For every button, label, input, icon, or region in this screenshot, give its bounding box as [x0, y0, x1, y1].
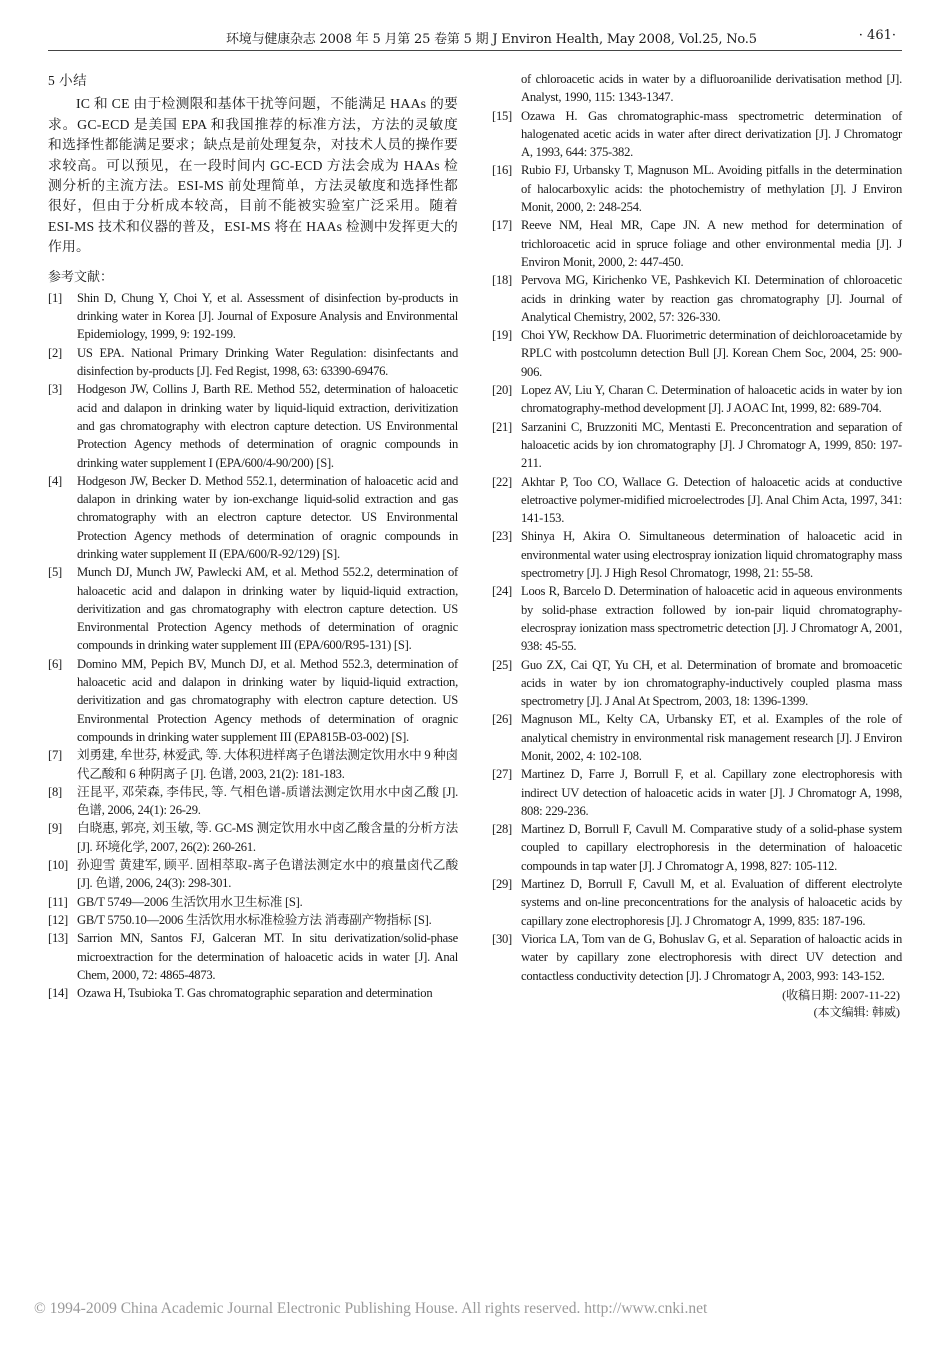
reference-list-left	[48, 289, 458, 1003]
reference-item	[48, 563, 458, 654]
reference-number: [9]	[48, 821, 62, 836]
reference-text: Hodgeson JW, Becker D. Method 552.1, determination of haloacetic acid and dalapon in drinking water by ion-exchange liquid-solid extraction and gas chromatography with an electron capture detector. US Environmental Protection Agency methods of determination of oragnic compounds in drinking water supplement II (EPA/600/R-92/129) [S].	[77, 473, 458, 561]
reference-item	[492, 582, 902, 655]
copyright-footer: © 1994-2009 China Academic Journal Electronic Publishing House. All rights reserved. http://www.cnki.net	[34, 1300, 708, 1317]
reference-text: Guo ZX, Cai QT, Yu CH, et al. Determination of bromate and bromoacetic acids in water by ion chromatography-inductively coupled plasma mass spectrometry [J]. J Anal At Spectrom, 2003, 18: 1396-1399.	[521, 657, 902, 709]
reference-text: 汪昆平, 邓荣森, 李伟民, 等. 气相色谱-质谱法测定饮用水中卤乙酸 [J]. 色谱, 2006, 24(1): 26-29.	[77, 784, 458, 818]
reference-number: [17]	[492, 218, 512, 233]
reference-number: [5]	[48, 565, 62, 580]
reference-item	[492, 656, 902, 711]
reference-number: [26]	[492, 712, 512, 727]
reference-item	[492, 326, 902, 381]
reference-item	[48, 856, 458, 893]
reference-number: [20]	[492, 383, 512, 398]
reference-item	[492, 527, 902, 582]
reference-item	[48, 911, 458, 929]
section-body: IC 和 CE 由于检测限和基体干扰等问题，不能满足 HAAs 的要求。GC-ECD 是美国 EPA 和我国推荐的标准方法，方法的灵敏度和选择性都能满足要求；缺点是前处理复杂，对技术人员的操作要求较高。可以预见，在一段时间内 GC-ECD 方法会成为 HAAs 检测分析的主流方法。ESI-MS 前处理简单，方法灵敏度和选择性都很好，但由于分析成本较高，目前不能被实验室广泛采用。随着 ESI-MS 技术和仪器的普及，ESI-MS 将在 HAAs 检测中发挥更大的作用。	[48, 96, 458, 255]
reference-continuation: of chloroacetic acids in water by a difluoroanilide derivatisation method [J]. Analyst, 1990, 115: 1343-1347.	[521, 72, 902, 105]
reference-item	[492, 765, 902, 820]
reference-item	[492, 473, 902, 528]
reference-text: Pervova MG, Kirichenko VE, Pashkevich KI. Determination of chloroacetic acids in drinking water by reaction gas chromatography [J]. Journal of Analytical Chemistry, 2002, 57: 326-330.	[521, 273, 902, 324]
reference-text: Rubio FJ, Urbansky T, Magnuson ML. Avoiding pitfalls in the determination of halocarboxylic acids: the photochemistry of methylation [J]. J Environ Monit, 2000, 2: 248-254.	[521, 163, 902, 215]
received-date: (收稿日期: 2007-11-22)	[782, 987, 900, 1002]
reference-text: Loos R, Barcelo D. Determination of haloacetic acid in aqueous environments by solid-phase extraction followed by ion-pair liquid chromatography-elecrospray ionization mass spectrometric detection [J]. J Chromatogr A, 2001, 938: 45-55.	[521, 584, 902, 654]
reference-text: Sarrion MN, Santos FJ, Galceran MT. In situ derivatization/solid-phase microextraction for the determination of haloacetic acids in water [J]. Anal Chem, 2000, 72: 4865-4873.	[77, 931, 458, 982]
reference-text: Magnuson ML, Kelty CA, Urbansky ET, et al. Examples of the role of analytical chemistry in environmental risk management research [J]. J Environ Monit, 2002, 4: 102-108.	[521, 712, 902, 763]
reference-item	[492, 710, 902, 765]
reference-item	[48, 819, 458, 856]
reference-number: [25]	[492, 657, 512, 672]
reference-item	[48, 929, 458, 984]
reference-number: [7]	[48, 748, 62, 763]
reference-text: Lopez AV, Liu Y, Charan C. Determination of haloacetic acids in water by ion chromatography-method development [J]. J AOAC Int, 1999, 82: 689-704.	[521, 383, 902, 416]
reference-number: [15]	[492, 108, 512, 123]
reference-number: [14]	[48, 986, 68, 1001]
reference-text: Martinez D, Borrull F, Cavull M, et al. Evaluation of different electrolyte systems and on-line preconcentrations for the analysis of haloacetic acids by capillary zone electrophoresis [J]. J Chromatogr A, 1999, 835: 187-196.	[521, 877, 902, 928]
reference-item	[48, 380, 458, 471]
reference-item	[492, 271, 902, 326]
reference-item	[492, 107, 902, 162]
reference-number: [10]	[48, 858, 68, 873]
reference-text: Sarzanini C, Bruzzoniti MC, Mentasti E. Preconcentration and separation of haloacetic acids by ion chromatography [J]. J Chromatogr A, 1999, 850: 197-211.	[521, 419, 902, 471]
reference-number: [11]	[48, 894, 68, 909]
reference-item	[492, 381, 902, 418]
reference-text: Akhtar P, Too CO, Wallace G. Detection of haloacetic acids at conductive eletroactive polymer-midified microelectrodes [J]. Anal Chim Acta, 1997, 341: 141-153.	[521, 474, 902, 526]
left-column	[48, 70, 458, 1002]
journal-citation: 环境与健康杂志 2008 年 5 月第 25 卷第 5 期 J Environ Health, May 2008, Vol.25, No.5	[226, 32, 757, 47]
reference-text: Shinya H, Akira O. Simultaneous determination of haloacetic acid in environmental water using electrospray ionization liquid chromatography mass spectrometry [J]. J High Resol Chromatogr, 1998, 21: 55-58.	[521, 529, 902, 581]
reference-item	[48, 289, 458, 344]
reference-text: Ozawa H, Tsubioka T. Gas chromatographic separation and determination	[77, 986, 433, 1001]
reference-text: Domino MM, Pepich BV, Munch DJ, et al. Method 552.3, determination of haloacetic acid and dalapon in drinking water by liquid-liquid extraction, derivitization and gas chromatography with electron capture detection. US Environmental Protection Agency methods of determination of oragnic compounds in drinking water supplement III (EPA815B-03-002) [S].	[77, 656, 458, 744]
editor-note: (本文编辑: 韩威)	[813, 1004, 900, 1019]
right-column	[492, 70, 902, 1021]
reference-number: [27]	[492, 767, 512, 782]
reference-number: [24]	[492, 584, 512, 599]
reference-text: Martinez D, Farre J, Borrull F, et al. Capillary zone electrophoresis with indirect UV detection of haloacetic acids in water [J]. J Chromatogr A, 1998, 808: 229-236.	[521, 767, 902, 818]
running-header	[48, 26, 902, 51]
reference-item	[48, 984, 458, 1002]
reference-number: [1]	[48, 290, 62, 305]
reference-text: Choi YW, Reckhow DA. Fluorimetric determination of deichloroacetamide by RPLC with postcolumn detection Bull [J]. Korean Chem Soc, 2004, 25: 900-906.	[521, 328, 902, 379]
reference-text: Munch DJ, Munch JW, Pawlecki AM, et al. Method 552.2, determination of haloacetic acid and dalapon in drinking water by liquid-liquid extraction, derivitization and gas chromatography with electron capture detection. US Environmental Protection Agency methods of determination of oragnic compounds in drinking water supplement III (EPA/600/R95-131) [S].	[77, 565, 458, 653]
reference-number: [8]	[48, 784, 62, 799]
reference-text: 白晓惠, 郭亮, 刘玉敏, 等. GC-MS 测定饮用水中卤乙酸含量的分析方法 [J]. 环境化学, 2007, 26(2): 260-261.	[77, 821, 458, 854]
reference-number: [23]	[492, 529, 512, 544]
reference-number: [28]	[492, 822, 512, 837]
reference-item	[492, 216, 902, 271]
references-heading: 参考文献：	[48, 268, 114, 284]
reference-item	[492, 161, 902, 216]
reference-number: [3]	[48, 382, 62, 397]
reference-number: [22]	[492, 474, 512, 489]
reference-text: 孙迎雪 黄建军, 顾平. 固相萃取-离子色谱法测定水中的痕量卤代乙酸 [J]. 色谱, 2006, 24(3): 298-301.	[77, 858, 458, 891]
reference-text: Martinez D, Borrull F, Cavull M. Comparative study of a solid-phase system coupled to capillary electrophoresis in the determination of haloacetic compounds in tap water [J]. J Chromatogr A, 1998, 827: 105-112.	[521, 822, 902, 873]
reference-text: Hodgeson JW, Collins J, Barth RE. Method 552, determination of haloacetic acid and dalapon in drinking water by liquid-liquid extraction, derivitization and gas chromatography with electron capture detection. US Environmental Protection Agency methods of determination of oragnic compounds in drinking water supplement I (EPA/600/4-90/200) [S].	[77, 382, 458, 470]
reference-item	[492, 875, 902, 930]
reference-item	[492, 820, 902, 875]
reference-text: US EPA. National Primary Drinking Water Regulation: disinfectants and disinfection by-products [J]. Fed Regist, 1998, 63: 63390-69476.	[77, 345, 458, 379]
reference-text: Ozawa H. Gas chromatographic-mass spectrometric determination of halogenated acetic acids in water after direct derivatization [J]. J Chromatogr A, 1993, 644: 375-382.	[521, 108, 902, 160]
reference-number: [4]	[48, 473, 62, 488]
reference-text: GB/T 5749—2006 生活饮用水卫生标准 [S].	[77, 894, 303, 909]
reference-text: 刘勇建, 牟世芬, 林爱武, 等. 大体积进样离子色谱法测定饮用水中 9 种卤代乙酸和 6 种阴离子 [J]. 色谱, 2003, 21(2): 181-183.	[77, 748, 458, 781]
reference-number: [18]	[492, 273, 512, 288]
reference-item	[48, 344, 458, 381]
reference-number: [13]	[48, 931, 68, 946]
reference-text: Reeve NM, Heal MR, Cape JN. A new method for determination of trichloroacetic acid in spruce foliage and other environmental media [J]. J Environ Monit, 2000, 2: 447-450.	[521, 218, 902, 269]
reference-item	[48, 472, 458, 563]
reference-number: [2]	[48, 345, 62, 360]
reference-text: Shin D, Chung Y, Choi Y, et al. Assessment of disinfection by-products in drinking water in Korea [J]. Journal of Exposure Analysis and Environmental Epidemiology, 1999, 9: 192-199.	[77, 290, 458, 342]
reference-number: [16]	[492, 163, 512, 178]
reference-number: [6]	[48, 656, 62, 671]
reference-item	[492, 930, 902, 985]
reference-number: [29]	[492, 877, 512, 892]
reference-number: [12]	[48, 912, 68, 927]
reference-item	[492, 418, 902, 473]
reference-item	[48, 746, 458, 783]
reference-list-right	[492, 107, 902, 985]
reference-item	[48, 655, 458, 746]
reference-item	[48, 893, 458, 911]
reference-text: Viorica LA, Tom van de G, Bohuslav G, et al. Separation of haloactic acids in water by capillary zone electrophoresis with direct UV detection and contactless conductivity detection [J]. J Chromatogr A, 2003, 993: 143-152.	[521, 931, 902, 983]
reference-text: GB/T 5750.10—2006 生活饮用水标准检验方法 消毒副产物指标 [S].	[77, 912, 432, 927]
reference-number: [19]	[492, 328, 512, 343]
section-title: 5 小结	[48, 73, 88, 88]
reference-number: [21]	[492, 419, 512, 434]
reference-item	[48, 783, 458, 820]
page-number: · 461·	[858, 28, 896, 43]
reference-number: [30]	[492, 931, 512, 946]
